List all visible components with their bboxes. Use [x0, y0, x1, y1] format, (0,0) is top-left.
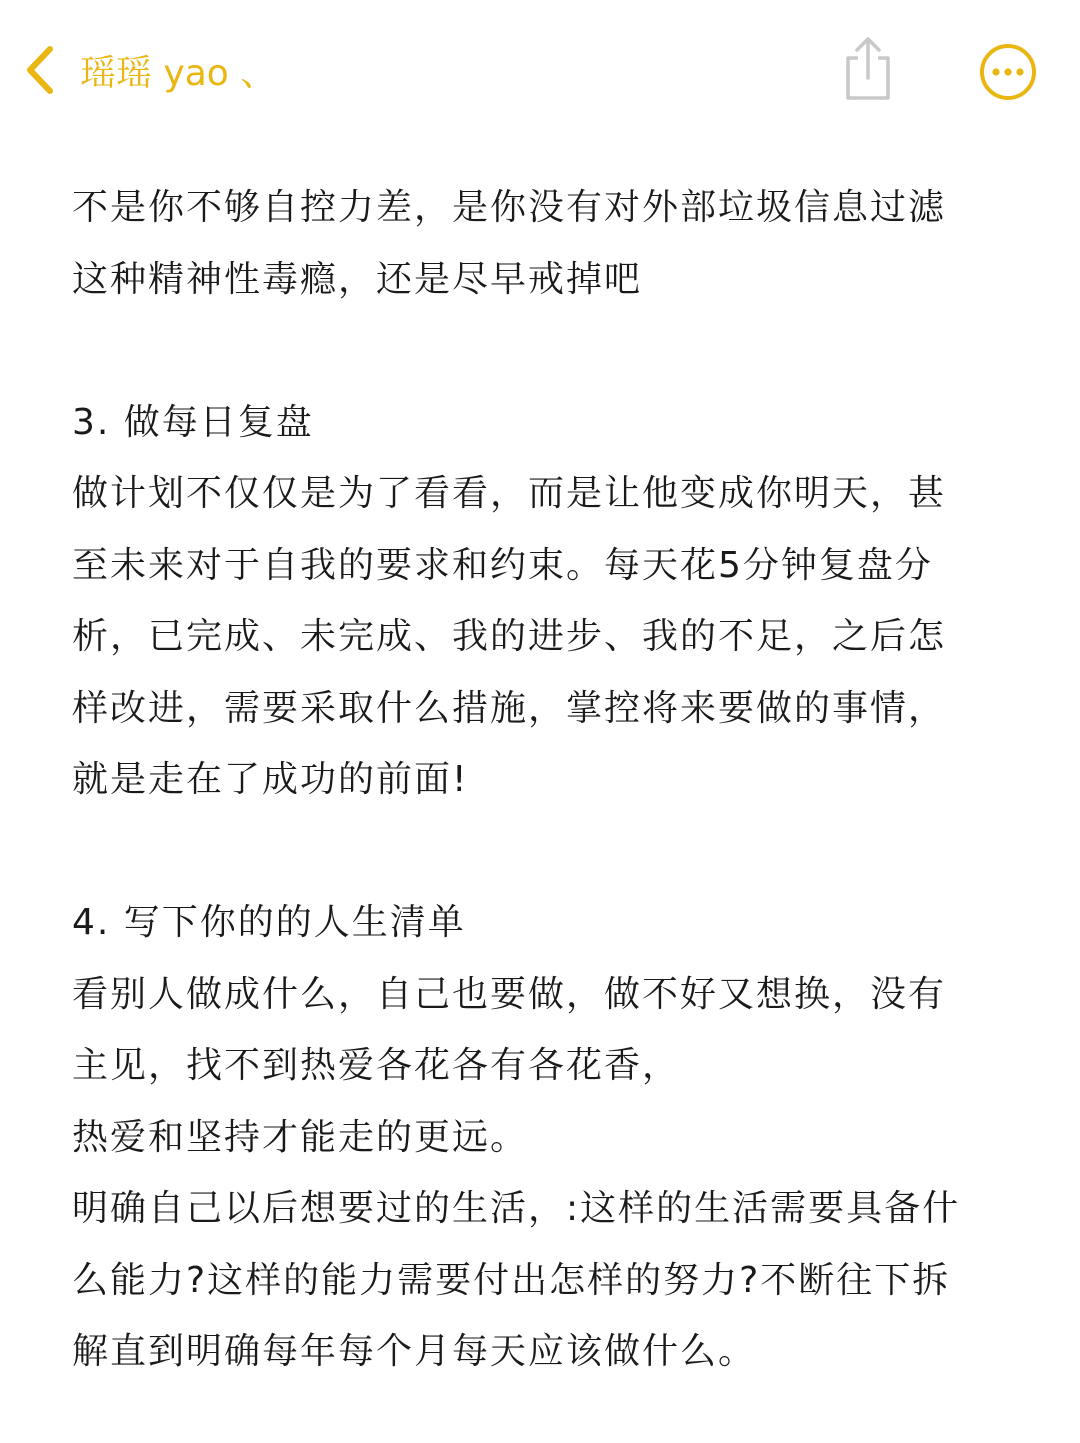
- section-4-heading: 4. 写下你的的人生清单: [72, 902, 466, 943]
- back-button[interactable]: [22, 38, 322, 102]
- intro-line: 这种精神性毒瘾，还是尽早戒掉吧: [72, 258, 643, 300]
- section-3-heading: 3. 做每日复盘: [72, 401, 314, 443]
- section-4-line: 主见，找不到热爱各花各有各花香，: [72, 1045, 681, 1086]
- section-3-line: 至未来对于自我的要求和约束。每天花5分钟复盘分: [72, 544, 933, 586]
- section-3-line: 做计划不仅仅是为了看看，而是让他变成你明天，甚: [72, 473, 947, 514]
- navigation-bar: [0, 0, 1080, 140]
- section-4-line: 解直到明确每年每个月每天应该做什么。: [72, 1331, 757, 1372]
- section-3-line: 就是走在了成功的前面!: [72, 759, 469, 800]
- back-button-label: 瑶瑶 yao 、: [80, 52, 277, 94]
- more-icon: [978, 87, 1038, 106]
- share-icon: [836, 89, 900, 108]
- chevron-left-icon: [22, 38, 74, 102]
- note-body[interactable]: [72, 172, 1012, 1388]
- section-4-line: 么能力?这样的能力需要付出怎样的努力?不断往下拆: [72, 1259, 951, 1301]
- paragraph-gap: [72, 816, 1012, 888]
- section-4-line: 明确自己以后想要过的生活，:这样的生活需要具备什: [72, 1188, 961, 1229]
- intro-line: 不是你不够自控力差，是你没有对外部垃圾信息过滤: [72, 187, 947, 228]
- paragraph-gap: [72, 315, 1012, 387]
- more-button[interactable]: [978, 42, 1038, 102]
- section-3-line: 析，已完成、未完成、我的进步、我的不足，之后怎: [72, 616, 947, 657]
- section-3-line: 样改进，需要采取什么措施，掌控将来要做的事情，: [72, 687, 947, 729]
- section-4-line: 热爱和坚持才能走的更远。: [72, 1116, 529, 1158]
- section-4-line: 看别人做成什么，自己也要做，做不好又想换，没有: [72, 973, 947, 1015]
- share-button[interactable]: [836, 32, 900, 104]
